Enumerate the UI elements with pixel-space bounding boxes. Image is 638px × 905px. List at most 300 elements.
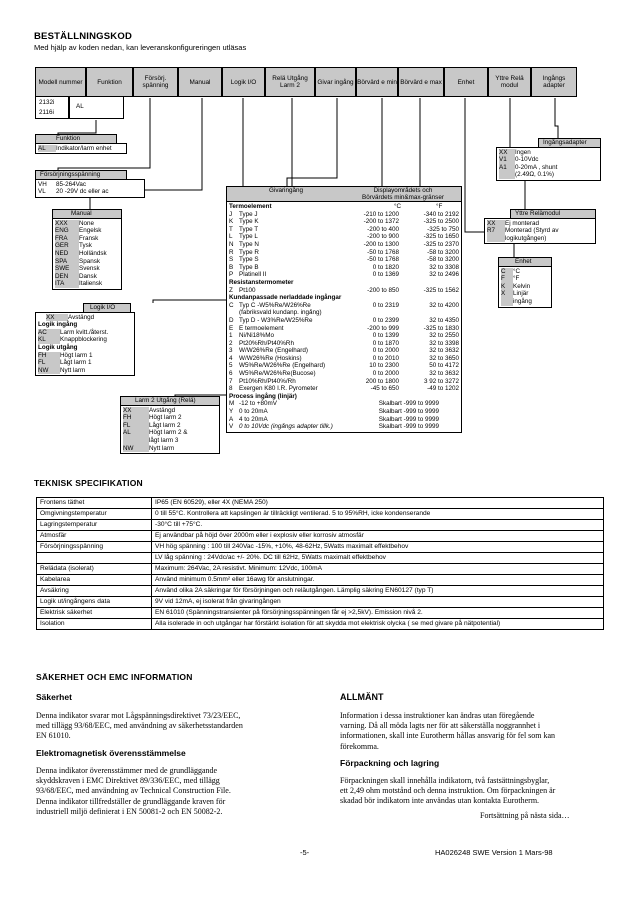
order-code-field: Manual bbox=[178, 67, 222, 97]
allmant-heading: ALLMÄNT bbox=[340, 692, 384, 702]
sensor-range-f: 32 to 4200 bbox=[429, 301, 459, 309]
adapter-header: Ingångsadapter bbox=[538, 138, 601, 147]
funktion-desc: Indikator/larm enhet bbox=[56, 144, 112, 152]
option-desc: Lågt larm 1 bbox=[60, 359, 92, 367]
sensor-row bbox=[229, 400, 459, 408]
funktion-block bbox=[35, 134, 127, 154]
spec-title: TEKNISK SPECIFIKATION bbox=[34, 478, 143, 488]
spec-label: Atmosfär bbox=[37, 531, 152, 542]
sensor-code: C bbox=[229, 301, 234, 309]
spec-label: Avsäkring bbox=[37, 586, 152, 597]
forpackning-line: Förpackningen skall innehålla indikatorn, två fastsättningsbyglar, bbox=[340, 776, 550, 785]
sensor-code: 7 bbox=[229, 377, 233, 385]
page-title: BESTÄLLNINGSKOD bbox=[34, 31, 132, 42]
option-desc: Spansk bbox=[79, 257, 101, 265]
emc-paragraph bbox=[36, 766, 336, 817]
sensor-row bbox=[229, 309, 459, 317]
sensor-range-f: 32 to 4350 bbox=[429, 316, 459, 324]
sensor-code: E bbox=[229, 324, 234, 332]
spec-value: LV låg spänning : 24Vdc/ac +/- 20%. DC till 62Hz, 5Watts maximalt effektbehov bbox=[152, 553, 604, 564]
order-code-field: Givar ingång bbox=[315, 67, 356, 97]
sensor-code: 8 bbox=[229, 385, 233, 393]
option-code: X bbox=[501, 290, 513, 298]
spec-value: -30°C till +75°C. bbox=[152, 520, 604, 531]
sensor-range-c: 0 to 1820 bbox=[372, 263, 399, 271]
option-code: F bbox=[501, 275, 513, 283]
order-code-field: Funktion bbox=[86, 67, 133, 97]
code-row bbox=[499, 171, 598, 179]
sensor-range-c: -45 to 650 bbox=[370, 385, 399, 393]
sensor-range-f: -58 to 3200 bbox=[427, 248, 459, 256]
sensor-range-c: -200 to 1300 bbox=[363, 240, 399, 248]
sensor-row bbox=[229, 332, 459, 340]
manual-body bbox=[52, 218, 122, 290]
sensor-code: J bbox=[229, 210, 233, 218]
sensor-name: W5%Re/W26%Re(Bucose) bbox=[239, 370, 316, 378]
line-adapter bbox=[555, 98, 558, 140]
sensor-row bbox=[229, 241, 459, 249]
option-code: XX bbox=[499, 149, 515, 157]
option-desc: Knappblockering bbox=[60, 336, 107, 344]
code-row bbox=[55, 242, 119, 250]
spec-label: Logik ut/ingångens data bbox=[37, 597, 152, 608]
option-code: NW bbox=[123, 445, 149, 453]
sensor-name: Platinell II bbox=[239, 271, 267, 279]
spec-value: Ej användbar på höjd över 2000m eller i explosiv eller korrosiv atmosfär bbox=[152, 531, 604, 542]
safety-title: SÄKERHET OCH EMC INFORMATION bbox=[36, 672, 193, 682]
sensor-range: Skalbart -999 to 9999 bbox=[378, 400, 439, 408]
spec-value: 9V vid 12mA, ej isolerat från givaringången bbox=[152, 597, 604, 608]
sensor-name: Type J bbox=[239, 210, 258, 218]
order-code-field: Modell nummer bbox=[35, 67, 86, 97]
option-desc: Högt larm 2 bbox=[149, 414, 182, 422]
order-code-field: Börvärd e max bbox=[398, 67, 444, 97]
option-code: SWE bbox=[55, 265, 79, 273]
sensor-code: M bbox=[229, 400, 235, 408]
forpackning-paragraph bbox=[340, 776, 610, 807]
spec-value: 0 till 55°C. Kontrollera att kapslingen är tillräckligt ventilerad. 5 to 95%RH, icke kondenserande bbox=[152, 509, 604, 520]
sensor-range-c: 0 to 2319 bbox=[372, 301, 399, 309]
order-code-field: Enhet bbox=[444, 67, 488, 97]
manual-header: Manual bbox=[52, 209, 122, 218]
sensor-row bbox=[229, 218, 459, 226]
sensor-code: 3 bbox=[229, 347, 233, 355]
code-row bbox=[55, 280, 119, 288]
sensor-range-c: 10 to 2300 bbox=[369, 362, 399, 370]
sensor-code: P bbox=[229, 271, 234, 279]
emc-line: industriell miljö definierat i EN 50081-2 och EN 50082-2. bbox=[36, 806, 223, 816]
doc-ref: HA026248 SWE Version 1 Mars-98 bbox=[435, 848, 553, 857]
sensor-name: Typ C -W5%Re/W26%Re bbox=[239, 301, 311, 309]
sensor-code: 6 bbox=[229, 370, 233, 378]
page-number: -5- bbox=[300, 848, 310, 857]
sensor-row bbox=[229, 340, 459, 348]
sensor-range-f: -325 to 1830 bbox=[423, 324, 459, 332]
forsorj-body bbox=[35, 179, 145, 198]
option-desc: Larm kvitt./återst. bbox=[60, 328, 109, 336]
sensor-code: L bbox=[229, 233, 233, 241]
option-desc: Fransk bbox=[79, 234, 99, 242]
spec-value: EN 61010 (Spänningstransienter på försörjningsspänningen får ej >2,5kV). Emission nivå 2. bbox=[152, 608, 604, 619]
sakerhet-heading: Säkerhet bbox=[36, 692, 72, 702]
sensor-range-c: -210 to 1200 bbox=[363, 210, 399, 218]
option-code: FL bbox=[38, 359, 60, 367]
givar-block bbox=[226, 186, 462, 433]
sensor-name: Pt10%Rh/Pt40%/Rh bbox=[239, 377, 296, 385]
sensor-range-c: -50 to 1768 bbox=[367, 248, 399, 256]
option-code: C bbox=[501, 268, 513, 276]
sakerhet-paragraph bbox=[36, 711, 336, 742]
option-desc: Ej monterad bbox=[505, 219, 539, 227]
sensor-row bbox=[229, 211, 459, 219]
code-row bbox=[499, 156, 598, 164]
code-row bbox=[55, 250, 119, 258]
option-code: AC bbox=[38, 329, 60, 337]
sensor-code: Z bbox=[229, 286, 233, 294]
option-code: XX bbox=[123, 407, 149, 415]
givar-header-row bbox=[226, 186, 462, 201]
yttre-block bbox=[484, 209, 596, 244]
forsorj-code: VH bbox=[38, 180, 47, 188]
spec-row bbox=[37, 553, 604, 564]
sensor-name: Typ D - W3%Re/W25%Re bbox=[239, 316, 313, 324]
option-code: SPA bbox=[55, 258, 79, 266]
spec-label: Elektrisk säkerhet bbox=[37, 608, 152, 619]
option-desc: Avstängd bbox=[149, 406, 176, 414]
spec-row bbox=[37, 520, 604, 531]
sensor-row bbox=[229, 317, 459, 325]
option-desc: Dansk bbox=[79, 272, 97, 280]
spec-label: Frontens täthet bbox=[37, 498, 152, 509]
sensor-range-c bbox=[347, 309, 399, 317]
sensor-range-c: 200 to 1800 bbox=[365, 377, 399, 385]
sensor-range-f: 3 92 to 3272 bbox=[423, 377, 459, 385]
spec-value: Maximum: 264Vac, 2A resistivt. Minimum: 12Vdc, 100mA bbox=[152, 564, 604, 575]
sensor-code: Y bbox=[229, 408, 234, 416]
option-desc: 0-10Vdc bbox=[515, 156, 539, 164]
option-desc: 0-20mA , shunt bbox=[515, 163, 558, 171]
emc-line: Denna indikator överensstämmer med de grundläggande bbox=[36, 766, 218, 775]
option-code: GER bbox=[55, 242, 79, 250]
sensor-code: B bbox=[229, 263, 234, 271]
order-code-field: Börvärd e min bbox=[356, 67, 398, 97]
spec-value: IP65 (EN 60529), eller 4X (NEMA 250) bbox=[152, 498, 604, 509]
sensor-range-f: -325 to 1562 bbox=[423, 286, 459, 294]
givar-header3: Börvärdets min&max-gränser bbox=[362, 194, 444, 201]
givar-group-title: Kundanpassade nerladdade ingångar bbox=[229, 294, 342, 302]
spec-label: Isolation bbox=[37, 619, 152, 630]
sensor-row bbox=[229, 302, 459, 310]
option-code bbox=[499, 171, 515, 179]
code-row bbox=[501, 275, 549, 283]
sensor-range-f bbox=[399, 309, 459, 317]
option-desc: Svensk bbox=[79, 265, 100, 273]
sensor-row bbox=[229, 226, 459, 234]
option-desc: logikutgången) bbox=[505, 234, 547, 242]
example-model-2: 2116i bbox=[39, 108, 54, 116]
code-row bbox=[55, 220, 119, 228]
sensor-range-c: 0 to 1870 bbox=[372, 339, 399, 347]
rele-header: Larm 2 Utgång (Relä) bbox=[120, 396, 220, 405]
code-row bbox=[55, 273, 119, 281]
sensor-name: Exergen K80 I.R. Pyrometer bbox=[239, 385, 318, 393]
sensor-code: 2 bbox=[229, 339, 233, 347]
sensor-code: N bbox=[229, 240, 234, 248]
option-desc: (2.49Ω, 0.1%) bbox=[515, 171, 555, 179]
option-desc: Italiensk bbox=[79, 280, 103, 288]
spec-row bbox=[37, 619, 604, 630]
adapter-block bbox=[496, 138, 601, 181]
funktion-code: AL bbox=[38, 145, 56, 153]
option-desc: Högt larm 1 bbox=[60, 351, 93, 359]
sensor-code: 5 bbox=[229, 362, 233, 370]
sensor-name: Pt20%Rh/Pt40%Rh bbox=[239, 339, 294, 347]
code-row bbox=[501, 290, 549, 298]
sensor-range-f: 50 to 4172 bbox=[429, 362, 459, 370]
sensor-code: 4 bbox=[229, 354, 233, 362]
spec-row bbox=[37, 564, 604, 575]
option-code: ITA bbox=[55, 280, 79, 288]
sensor-code: 1 bbox=[229, 332, 233, 340]
rele-body bbox=[120, 405, 220, 455]
sensor-name: (fabriksvald kundanp. ingång) bbox=[239, 309, 322, 317]
order-code-field: Relä Utgång Larm 2 bbox=[265, 67, 315, 97]
logik-block bbox=[35, 303, 135, 376]
sensor-name: Type R bbox=[239, 248, 259, 256]
sensor-range-c: -200 to 999 bbox=[367, 324, 399, 332]
enhet-body bbox=[498, 266, 552, 308]
option-code: FL bbox=[123, 422, 149, 430]
sensor-name: Ni/Ni18%Mo bbox=[239, 332, 274, 340]
sakerhet-line: Denna indikator svarar mot Lågspänningsdirektivet 73/23/EEC, bbox=[36, 711, 241, 720]
spec-row bbox=[37, 575, 604, 586]
spec-row bbox=[37, 531, 604, 542]
unit-c: °C bbox=[393, 203, 402, 210]
spec-label bbox=[37, 553, 152, 564]
givar-group-title: Termoelement bbox=[229, 203, 272, 210]
code-row bbox=[487, 227, 593, 235]
continued-note: Fortsättning på nästa sida… bbox=[480, 811, 570, 820]
unit-f: °F bbox=[435, 203, 443, 210]
option-code: XXX bbox=[55, 220, 79, 228]
sensor-range: Skalbart -999 to 9999 bbox=[378, 408, 439, 416]
spec-label: Lagringstemperatur bbox=[37, 520, 152, 531]
sensor-range: Skalbart -999 to 9999 bbox=[378, 415, 439, 423]
code-row bbox=[123, 422, 217, 430]
yttre-body bbox=[484, 218, 596, 245]
sensor-name: 4 to 20mA bbox=[239, 415, 268, 423]
spec-row bbox=[37, 597, 604, 608]
page-subtitle: Med hjälp av koden nedan, kan leveranskonfigureringen utläsas bbox=[34, 43, 247, 52]
sensor-row bbox=[229, 378, 459, 386]
sensor-range-f: 32 to 2496 bbox=[429, 271, 459, 279]
option-code: FH bbox=[123, 414, 149, 422]
sensor-range-c: 0 to 2399 bbox=[372, 316, 399, 324]
spec-row bbox=[37, 498, 604, 509]
spec-label: Försörjningsspänning bbox=[37, 542, 152, 553]
sensor-range-f: -325 to 2500 bbox=[423, 218, 459, 226]
allmant-line: informationen, skall inte Eurotherm hållas ansvarig för fel som kan bbox=[340, 731, 556, 741]
sensor-row bbox=[229, 249, 459, 257]
option-code: AL bbox=[123, 429, 149, 437]
code-row bbox=[38, 336, 132, 344]
sensor-code: R bbox=[229, 248, 234, 256]
option-code: NW bbox=[38, 367, 60, 375]
spec-value: VH hög spänning : 100 till 240Vac -15%, +10%, 48-62Hz, 5Watts maximalt effektbehov bbox=[152, 542, 604, 553]
sakerhet-line: EN 61010. bbox=[36, 731, 71, 741]
adapter-body bbox=[496, 147, 601, 181]
yttre-header: Yttre Relämodul bbox=[510, 209, 596, 218]
sensor-name: W5%Re/W26%Re (Engelhard) bbox=[239, 362, 326, 370]
sensor-code bbox=[229, 309, 239, 317]
sensor-range: Skalbart -999 to 9999 bbox=[378, 423, 439, 431]
sensor-name: 0 to 10Vdc (ingångs adapter tillk.) bbox=[239, 423, 333, 431]
sensor-name: Type K bbox=[239, 218, 259, 226]
code-row bbox=[55, 265, 119, 273]
sensor-range-c: -200 to 900 bbox=[367, 233, 399, 241]
enhet-block bbox=[498, 257, 552, 308]
sensor-row bbox=[229, 325, 459, 333]
sensor-range-c: -200 to 850 bbox=[367, 286, 399, 294]
option-code: DEN bbox=[55, 273, 79, 281]
option-desc: °F bbox=[513, 275, 520, 283]
forpackning-heading: Förpackning och lagring bbox=[340, 758, 440, 768]
option-desc: Holländsk bbox=[79, 249, 107, 257]
sensor-range-f: 32 to 3398 bbox=[429, 339, 459, 347]
spec-label: Kabelarea bbox=[37, 575, 152, 586]
givar-body bbox=[226, 201, 462, 433]
code-row bbox=[55, 258, 119, 266]
sensor-range-f: -325 to 1650 bbox=[423, 233, 459, 241]
sensor-row bbox=[229, 233, 459, 241]
sensor-range-f: 32 to 3632 bbox=[429, 347, 459, 355]
sensor-range-f: -340 to 2192 bbox=[423, 210, 459, 218]
sensor-range-c: -200 to 1372 bbox=[363, 218, 399, 226]
forsorj-code: VL bbox=[38, 188, 46, 196]
option-code: ENG bbox=[55, 227, 79, 235]
sensor-name: -12 to +80mV bbox=[239, 400, 277, 408]
sensor-code: A bbox=[229, 415, 234, 423]
sensor-range-c: 0 to 2000 bbox=[372, 347, 399, 355]
logik-in-title: Logik ingång bbox=[38, 321, 78, 329]
code-row bbox=[38, 367, 132, 375]
spec-row bbox=[37, 542, 604, 553]
code-row bbox=[501, 298, 549, 306]
option-desc: Engelsk bbox=[79, 227, 102, 235]
logik-header: Logik I/O bbox=[83, 303, 131, 312]
option-desc: Ingen bbox=[515, 148, 531, 156]
example-model-1: 2132i bbox=[39, 99, 55, 106]
sensor-row bbox=[229, 287, 459, 295]
sensor-name: Type S bbox=[239, 256, 259, 264]
sensor-row bbox=[229, 347, 459, 355]
sensor-row bbox=[229, 416, 459, 424]
allmant-paragraph bbox=[340, 711, 610, 752]
funktion-header: Funktion bbox=[35, 134, 117, 143]
code-row bbox=[123, 414, 217, 422]
sensor-range-f: -49 to 1202 bbox=[427, 385, 459, 393]
option-desc: Monterad (Styrd av bbox=[505, 227, 559, 235]
spec-row bbox=[37, 586, 604, 597]
sensor-range-f: 32 to 3308 bbox=[429, 263, 459, 271]
option-desc: ingång bbox=[513, 297, 532, 305]
option-code: NED bbox=[55, 250, 79, 258]
option-desc: Lågt larm 2 bbox=[149, 421, 181, 429]
sensor-name: Type L bbox=[239, 233, 258, 241]
code-row bbox=[499, 149, 598, 157]
option-code: FRA bbox=[55, 235, 79, 243]
option-desc: Nytt larm bbox=[149, 444, 175, 452]
emc-line: 93/68/EEC, med användning av Technical Construction File. bbox=[36, 786, 231, 796]
spec-label: Omgivningstemperatur bbox=[37, 509, 152, 520]
sensor-range-c: 0 to 2000 bbox=[372, 370, 399, 378]
option-code: FH bbox=[38, 352, 60, 360]
sensor-row bbox=[229, 256, 459, 264]
spec-row bbox=[37, 509, 604, 520]
forsorj-header: Försörjningsspänning bbox=[35, 170, 127, 179]
option-code: A1 bbox=[499, 164, 515, 172]
givar-group-title: Resistanstermometer bbox=[229, 278, 294, 286]
sensor-range-f: -325 to 750 bbox=[427, 225, 459, 233]
option-desc: lågt larm 3 bbox=[149, 436, 179, 444]
logik-out-title: Logik utgång bbox=[38, 343, 78, 351]
forpackning-line: skadad bör indikatorn inte användas utan kontakta Eurotherm. bbox=[340, 796, 540, 806]
option-code: KL bbox=[38, 336, 60, 344]
option-code: V1 bbox=[499, 156, 515, 164]
forsorj-block bbox=[35, 170, 145, 198]
option-desc: °C bbox=[513, 267, 521, 275]
spec-value: Använd minimum 0.5mm² eller 16awg för anslutningar. bbox=[152, 575, 604, 586]
sensor-row bbox=[229, 385, 459, 393]
sensor-name: W/W26%Re (Hoskins) bbox=[239, 354, 302, 362]
option-code bbox=[487, 235, 505, 243]
emc-heading: Elektromagnetisk överensstämmelse bbox=[36, 748, 186, 758]
sensor-code: D bbox=[229, 316, 234, 324]
option-code bbox=[123, 437, 149, 445]
givar-group-title: Process ingång (linjär) bbox=[229, 392, 297, 400]
spec-value: Alla isolerade in och utgångar har förstärkt isolation för att skydda mot elektrisk olycka ( se med givare på nätpotential) bbox=[152, 619, 604, 630]
sensor-name: E termoelement bbox=[239, 324, 284, 332]
enhet-header: Enhet bbox=[498, 257, 552, 266]
sensor-row bbox=[229, 355, 459, 363]
funktion-body bbox=[35, 143, 127, 155]
code-row bbox=[38, 359, 132, 367]
forsorj-desc: 20 -29V dc eller ac bbox=[56, 188, 109, 196]
sensor-name: Type B bbox=[239, 263, 259, 271]
option-desc: Linjär bbox=[513, 290, 529, 298]
code-row bbox=[123, 445, 217, 453]
sensor-row bbox=[229, 408, 459, 416]
sensor-range-c: -200 to 400 bbox=[367, 225, 399, 233]
code-row bbox=[123, 437, 217, 445]
givar-header2: Displayområdets och bbox=[373, 187, 433, 194]
sensor-code: V bbox=[229, 423, 234, 431]
emc-line: skyddskraven i EMC Direktivet 89/336/EEC, med tillägg bbox=[36, 776, 220, 786]
sensor-row bbox=[229, 362, 459, 370]
option-desc: None bbox=[79, 219, 95, 227]
spec-value: Använd olika 2A säkringar för försörjningen och reläutgången. Lämplig säkring EN60127 (typ T) bbox=[152, 586, 604, 597]
rele-block bbox=[120, 396, 220, 454]
sensor-range-f: -58 to 3200 bbox=[427, 256, 459, 264]
sensor-name: Pt100 bbox=[239, 286, 256, 294]
order-code-field: Ingångs adapter bbox=[531, 67, 577, 97]
code-row bbox=[499, 164, 598, 172]
sensor-row bbox=[229, 423, 459, 431]
option-code: R7 bbox=[487, 227, 505, 235]
sensor-row bbox=[229, 271, 459, 279]
sensor-code: S bbox=[229, 256, 234, 264]
order-code-field: Försörj. spänning bbox=[133, 67, 178, 97]
